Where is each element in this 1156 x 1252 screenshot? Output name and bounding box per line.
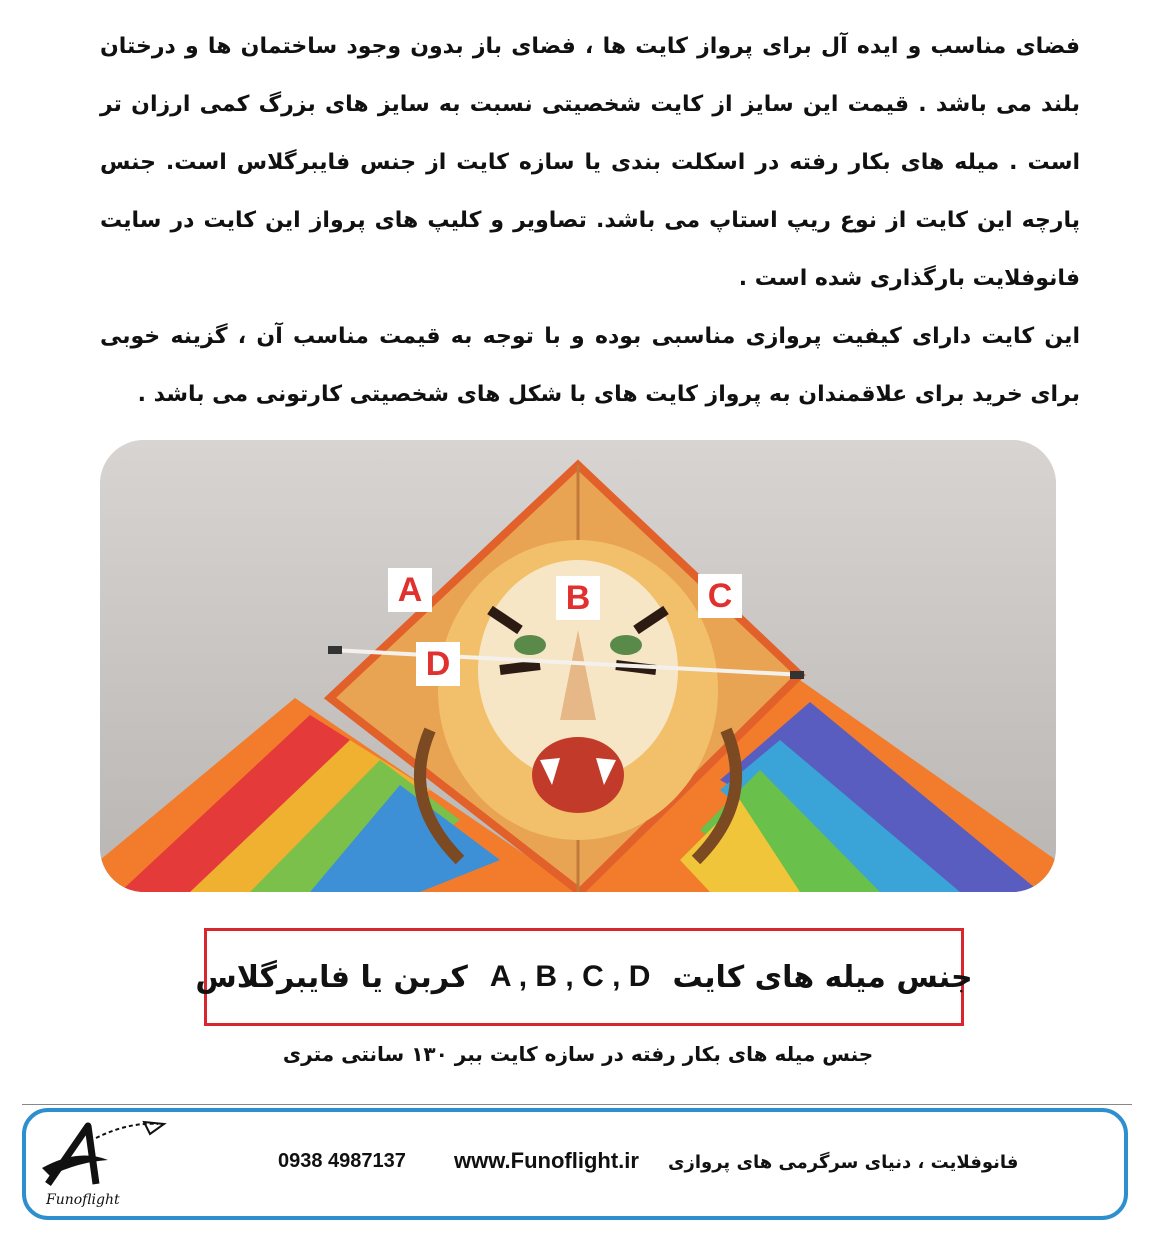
divider: [22, 1104, 1132, 1105]
funoflight-logo: [38, 1118, 168, 1214]
phone-number: 0938 4987137: [278, 1150, 406, 1172]
caption-part-2: کربن یا فایبرگلاس: [195, 959, 468, 995]
website-link[interactable]: www.Funoflight.ir: [454, 1148, 639, 1173]
kite-photo: [100, 440, 1056, 892]
logo-icon: [38, 1118, 168, 1194]
description-paragraph-2: [100, 308, 1080, 424]
spar-label-c: C: [698, 574, 742, 618]
photo-subcaption: جنس میله های بکار رفته در سازه کایت ببر ۱۳۰ سانتی متری: [282, 1042, 874, 1066]
text-line: است . میله های بکار رفته در اسکلت بندی یا سازه کایت از جنس فایبرگلاس است. جنس: [100, 150, 1080, 175]
logo-brand-text: Funoflight: [46, 1192, 120, 1208]
text-line: فانوفلایت بارگذاری شده است .: [738, 266, 1080, 291]
caption-letters: A , B , C , D: [489, 960, 651, 993]
footer-banner: [22, 1108, 1128, 1220]
text-line: برای خرید برای علاقمندان به پرواز کایت های با شکل های شخصیتی کارتونی می باشد .: [137, 382, 1080, 407]
text-line: فضای مناسب و ایده آل برای پرواز کایت ها ، فضای باز بدون وجود ساختمان ها و درختان: [100, 34, 1080, 59]
description-paragraph-1: [100, 18, 1080, 308]
spar-material-caption: [195, 928, 973, 1026]
footer-tagline: فانوفلایت ، دنیای سرگرمی های پروازی: [668, 1152, 1019, 1173]
text-line: پارچه این کایت از نوع ریپ استاپ می باشد. تصاویر و کلیپ های پرواز این کایت در سایت: [100, 208, 1080, 233]
text-line: این کایت دارای کیفیت پروازی مناسبی بوده و با توجه به قیمت مناسب آن ، گزینه خوبی: [100, 324, 1080, 349]
spar-label-d: D: [416, 642, 460, 686]
kite-illustration: [100, 440, 1056, 892]
spar-label-a: A: [388, 568, 432, 612]
caption-part-1: جنس میله های کایت: [672, 959, 973, 995]
text-line: بلند می باشد . قیمت این سایز از کایت شخصیتی نسبت به سایز های بزرگ کمی ارزان تر: [100, 92, 1080, 117]
spar-label-b: B: [556, 576, 600, 620]
